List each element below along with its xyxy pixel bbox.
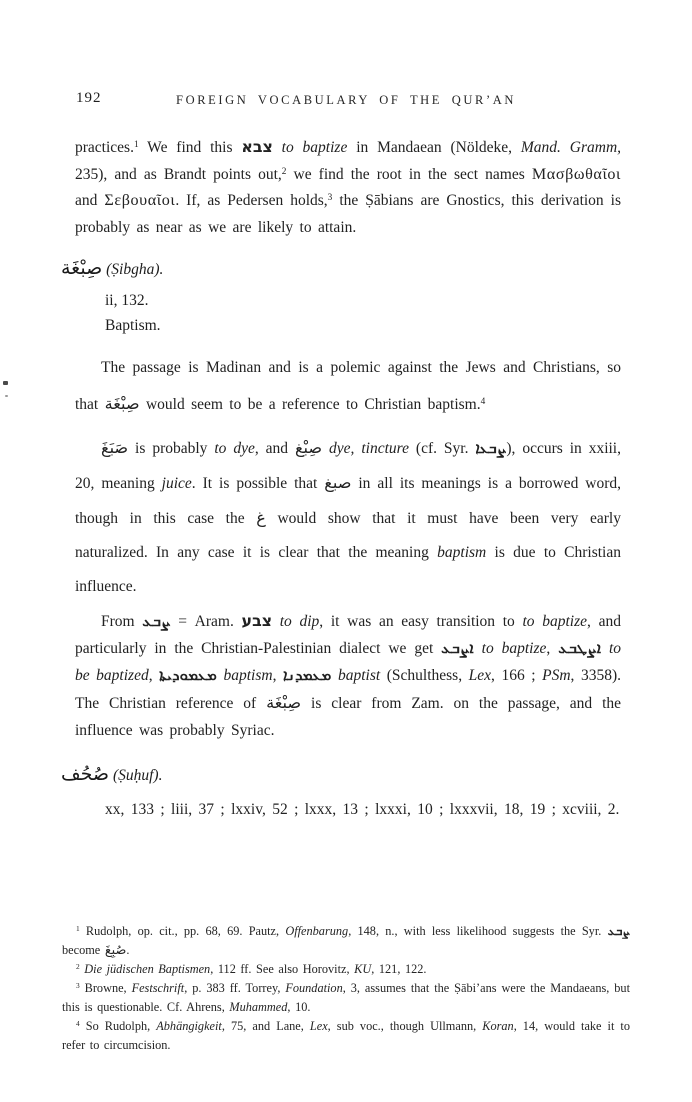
entry-heading-suhuf	[61, 760, 621, 790]
paragraph-practices: practices.$^1$ We find this צבא to baptize in Mandaean (Nöldeke, Mand. Gramm, 235), and as Brandt points out,$^2$ we find the root in the sect names Μασβωθαῖοι and Σεβουαῖοι. If, as Pedersen holds,$^3$ the Ṣābians are Gnostics, this derivation is probably as near as we are likely to attain.	[75, 137, 622, 236]
paragraph-from-aramaic: From ܨܒܥ = Aram. צבע to dip, it was an easy transition to to baptize, and particularly in the Christian-Palestinian dialect we get ܐܨܒܥ to baptize, ܐܨܛܒܥ to be baptized, ܡܥܡܘܕܝܬܐ baptism, ܡܥܡܕܢܐ baptist (Schulthess, Lex, 166 ; PSm, 3358). The Christian reference of صِبْغَة is clear from Zam. on the passage, and the influence was probably Syriac.	[75, 611, 621, 739]
entry-heading-sibgha	[61, 254, 621, 284]
headword-transliteration: (Ṣibgha).	[102, 261, 164, 278]
footnote-2: $^2$ Die jüdischen Baptismen, 112 ff. See also Horovitz, KU, 121, 122.	[76, 961, 427, 976]
scan-speck	[3, 381, 8, 385]
headword-transliteration: (Ṣuḥuf).	[109, 767, 163, 784]
paragraph-passage-madinan: The passage is Madinan and is a polemic against the Jews and Christians, so that صِبْغَة would seem to be a reference to Christian baptism.$^4$	[75, 359, 621, 413]
footnote-3: $^3$ Browne, Festschrift, p. 383 ff. Torrey, Foundation, 3, assumes that the Ṣābi’ans were the Mandaeans, but this is questionable. Cf. Ahrens, Muhammed, 10.	[62, 980, 630, 1014]
sura-reference-list: xx, 133 ; liii, 37 ; lxxiv, 52 ; lxxx, 13 ; lxxxi, 10 ; lxxxvii, 18, 19 ; xcviii, 2.	[105, 801, 620, 818]
sura-reference: ii, 132.	[105, 292, 149, 309]
arabic-headword-sibgha: صِبْغَة	[61, 257, 103, 279]
footnotes-block	[62, 922, 630, 1055]
body-text-column	[61, 134, 622, 824]
footnote-1: $^1$ Rudolph, op. cit., pp. 68, 69. Pautz, Offenbarung, 148, n., with less likelihood suggests the Syr. ܨܒܥ become صُبِغَ.	[62, 923, 630, 958]
scan-speck-small	[5, 395, 8, 397]
gloss-baptism: Baptism.	[105, 317, 161, 334]
paragraph-dye-tincture: صَبَغَ is probably to dye, and صِبْغ dye, tincture (cf. Syr. ܨܒܥܐ), occurs in xxiii, 20, meaning juice. It is possible that صبغ in all its meanings is a borrowed word, though in this case the غ would show that it must have been very early naturalized. In any case it is clear that the meaning baptism is due to Christian influence.	[75, 438, 621, 595]
footnote-4: $^4$ So Rudolph, Abhängigkeit, 75, and Lane, Lex, sub voc., though Ullmann, Koran, 14, would take it to refer to circumcision.	[62, 1018, 631, 1052]
arabic-headword-suhuf: صُحُف	[61, 763, 110, 785]
running-title: FOREIGN VOCABULARY OF THE QUR’AN	[176, 93, 516, 107]
page-number: 192	[76, 90, 102, 106]
